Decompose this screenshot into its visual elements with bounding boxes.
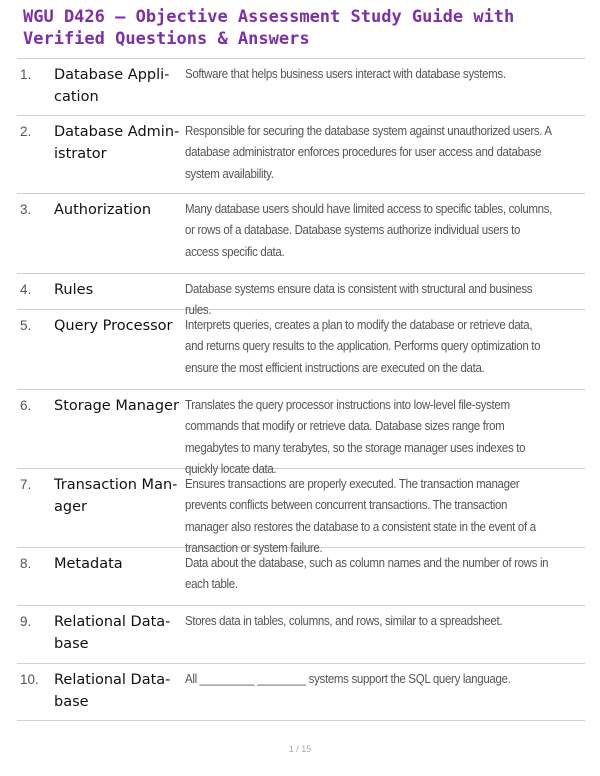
item-definition: Many database users should have limited access to specific tables, columns, or rows of a database. Database systems authorize individual users to access specific data. (185, 202, 553, 259)
item-number: 8. (20, 556, 32, 571)
item-number: 7. (20, 477, 32, 492)
item-definition: Stores data in tables, columns, and rows, similar to a spreadsheet. (185, 614, 503, 628)
item-number: 10. (20, 672, 39, 687)
qa-item (17, 664, 585, 721)
item-definition: Software that helps business users interact with database systems. (185, 67, 506, 81)
qa-item (17, 59, 585, 116)
item-number: 2. (20, 124, 32, 139)
item-term: Database Admin-istrator (54, 124, 180, 162)
item-definition: Responsible for securing the database system against unauthorized users. A database administrator enforces procedures for user access and database system availability. (185, 124, 552, 181)
item-definition: Database systems ensure data is consistent with structural and business rules. (185, 282, 533, 318)
page-number: 1 / 15 (288, 744, 312, 754)
qa-item (17, 469, 585, 555)
item-number: 6. (20, 398, 32, 413)
qa-item (17, 606, 585, 664)
qa-item (17, 310, 585, 390)
item-definition: Data about the database, such as column names and the number of rows in each table. (185, 556, 549, 592)
item-definition: Interprets queries, creates a plan to modify the database or retrieve data, and returns query results to the application. Performs query optimization to ensure the most efficient instructions are executed on the data. (185, 318, 541, 375)
document-title: WGU D426 – Objective Assessment Study Guide with Verified Questions & Answers (23, 7, 515, 49)
item-number: 3. (20, 202, 32, 217)
item-number: 4. (20, 282, 32, 297)
item-definition: Ensures transactions are properly executed. The transaction manager prevents conflicts between concurrent transactions. The transaction manager also restores the database to a consistent state in the event of a transaction or system failure. (185, 477, 536, 555)
item-definition: Translates the query processor instructions into low-level file-system commands that modify or retrieve data. Database sizes range from megabytes to many terabytes, so the storage manager uses indexes to quickly locate data. (185, 398, 526, 476)
qa-item (17, 116, 585, 194)
qa-item (17, 548, 585, 606)
item-number: 5. (20, 318, 32, 333)
item-term: Rules (54, 282, 94, 298)
item-term: Transaction Man-ager (54, 477, 178, 515)
qa-item (17, 390, 585, 476)
item-term: Query Processor (54, 318, 173, 334)
qa-item (17, 274, 585, 318)
item-number: 1. (20, 67, 32, 82)
item-term: Relational Data-base (54, 672, 171, 710)
qa-list (17, 58, 585, 721)
item-term: Metadata (54, 556, 123, 572)
item-term: Database Appli-cation (54, 67, 170, 105)
item-definition: All _________ ________ systems support the SQL query language. (185, 672, 511, 686)
item-number: 9. (20, 614, 32, 629)
qa-item (17, 194, 585, 274)
item-term: Authorization (54, 202, 152, 218)
item-term: Storage Manager (54, 398, 179, 414)
item-term: Relational Data-base (54, 614, 171, 652)
